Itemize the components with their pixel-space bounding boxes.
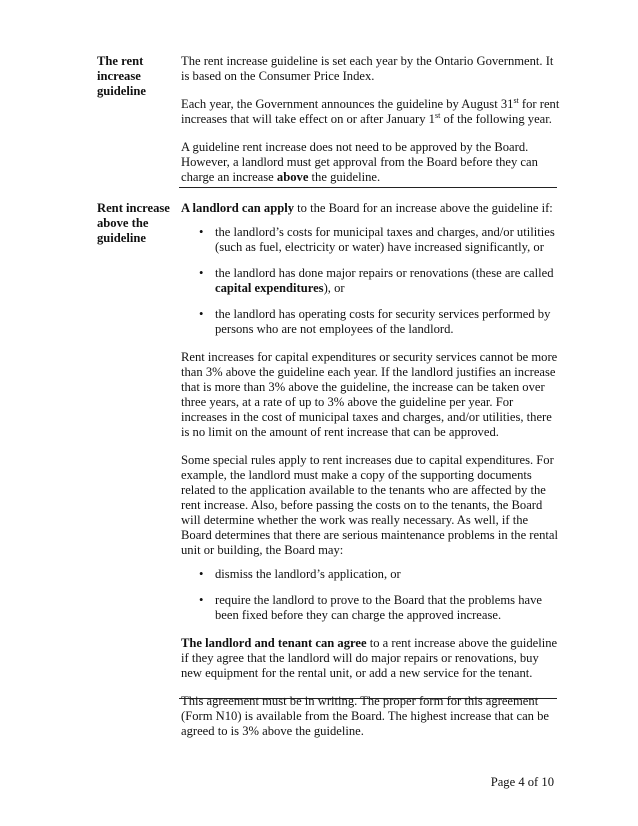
section-heading: Rent increase above the guideline — [97, 201, 170, 245]
superscript: st — [434, 111, 441, 120]
section-divider — [179, 698, 557, 699]
paragraph — [181, 636, 561, 681]
bullet-icon: • — [199, 567, 204, 581]
text-run: to a rent increase above the guideline if they agree that the landlord will do major repairs or renovations, buy new equipment for the rental unit, or add a new service for the tenant. — [181, 636, 558, 680]
paragraph: The rent increase guideline is set each year by the Ontario Government. It is based on the Consumer Price Index. — [181, 54, 554, 83]
text-run: of the following year. — [440, 112, 552, 126]
bold-text: capital expenditures — [215, 281, 324, 295]
list-item-text: ), or — [323, 281, 345, 295]
list-item — [181, 307, 561, 337]
bullet-icon: • — [199, 593, 204, 607]
list-item — [181, 567, 561, 582]
section-body — [181, 54, 561, 185]
list-item-text: dismiss the landlord’s application, or — [215, 567, 401, 581]
list-item — [181, 225, 561, 255]
list-item-text: the landlord has operating costs for security services performed by persons who are not employees of the landlord. — [215, 307, 551, 336]
text-run: the guideline. — [308, 170, 381, 184]
list-item-text: require the landlord to prove to the Board that the problems have been fixed before they can charge the approved increase. — [215, 593, 542, 622]
list-item-text: the landlord has done major repairs or renovations (these are called — [215, 266, 554, 280]
page-number: Page 4 of 10 — [490, 775, 554, 789]
bullet-icon: • — [199, 225, 204, 239]
paragraph: This agreement must be in writing. The proper form for this agreement (Form N10) is available from the Board. The highest increase that can be agreed to is 3% above the guideline. — [181, 694, 550, 738]
list-item — [181, 266, 561, 296]
bullet-icon: • — [199, 307, 204, 321]
paragraph — [181, 97, 561, 127]
paragraph: Rent increases for capital expenditures or security services cannot be more than 3% above the guideline each year. If the landlord justifies an increase that is more than 3% above the guideline, the increase can be taken over three years, at a rate of up to 3% above the guideline per year. For increases in the cost of municipal taxes and charges, and/or utilities, there is no limit on the amount of rent increase that can be approved. — [181, 350, 558, 439]
bullet-icon: • — [199, 266, 204, 280]
bullet-list — [181, 225, 561, 337]
paragraph — [181, 201, 561, 216]
paragraph — [181, 140, 561, 185]
bold-text: A landlord can apply — [181, 201, 295, 215]
list-item — [181, 593, 561, 623]
list-item-text: the landlord’s costs for municipal taxes and charges, and/or utilities (such as fuel, electricity or water) have increased significantly, or — [215, 225, 555, 254]
bold-text: The landlord and tenant can agree — [181, 636, 367, 650]
text-run: Each year, the Government announces the guideline by August 31 — [181, 97, 514, 111]
text-run: for rent increases that will take effect on or after January 1 — [181, 97, 560, 126]
text-run: A guideline rent increase does not need to be approved by the Board. However, a landlord must get approval from the Board before they can charge an increase — [181, 140, 538, 184]
superscript: st — [513, 96, 519, 105]
paragraph: Some special rules apply to rent increases due to capital expenditures. For example, the landlord must make a copy of the supporting documents related to the application available to the tenants who are affected by the rent increase. Also, before passing the costs on to the tenants, the Board will determine whether the work was really necessary. As well, if the Board determines that there are serious maintenance problems in the rental unit or building, the Board may: — [181, 453, 558, 557]
section-divider — [179, 187, 557, 188]
section-body — [181, 201, 561, 739]
section-heading: The rent increase guideline — [97, 54, 146, 98]
bold-text: above — [276, 170, 309, 184]
bullet-list — [181, 567, 561, 623]
text-run: to the Board for an increase above the guideline if: — [294, 201, 553, 215]
